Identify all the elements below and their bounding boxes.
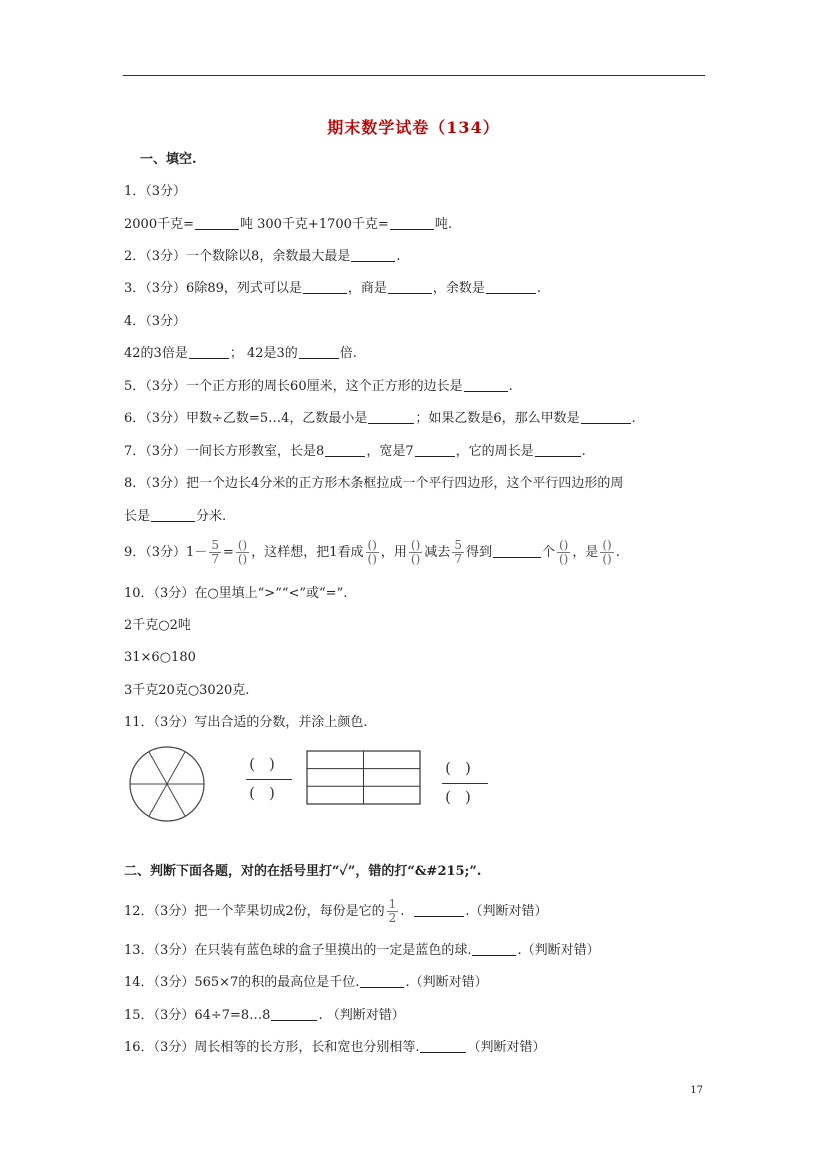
fraction-bar xyxy=(442,783,488,784)
section-heading-fill-blank: 一、填空. xyxy=(140,152,197,167)
answer-blank[interactable] xyxy=(486,279,536,294)
fraction-blank[interactable]: $\frac{()}{()}$ xyxy=(558,538,569,566)
page-title: 期末数学试卷（134） xyxy=(327,118,500,137)
question-1-label: 1．（3分） xyxy=(124,184,187,199)
answer-blank[interactable] xyxy=(299,344,339,359)
fraction-denominator-blank[interactable]: () xyxy=(445,788,485,806)
page-number: 17 xyxy=(690,1085,703,1096)
answer-blank[interactable] xyxy=(581,409,631,424)
fraction-blank[interactable]: $\frac{()}{()}$ xyxy=(602,538,612,566)
question-2: 2．（3分）一个数除以8，余数最大最是 . xyxy=(124,249,401,264)
question-10-label: 10．（3分）在○里填上“>”“<”或“=”. xyxy=(124,586,348,601)
answer-blank[interactable] xyxy=(325,442,365,457)
fraction-numerator-blank[interactable]: () xyxy=(249,755,289,773)
answer-blank[interactable] xyxy=(420,1038,466,1053)
fraction-blank[interactable]: $\frac{()}{()}$ xyxy=(367,538,377,566)
question-7: 7．（3分）一间长方形教室，长是8 ，宽是7 ，它的周长是 . xyxy=(124,444,586,459)
question-13: 13．（3分）在只装有蓝色球的盒子里摸出的一定是蓝色的球. .（判断对错） xyxy=(124,943,600,958)
question-4-body: 42的3倍是 ； 42是3的 倍. xyxy=(124,346,357,361)
question-9: 9．（3分）1－ $\frac{5}{7}$ = $\frac{()}{()}$ ，这样想，把1看成 $\frac{()}{()}$ ，用 $\frac{()}{()}$ 减去 $\frac{5}{7}$ 得到 个 $\frac{()}{()}$ ，是 $\frac{()}{()}$ . xyxy=(124,538,620,566)
answer-blank[interactable] xyxy=(351,247,395,262)
answer-blank[interactable] xyxy=(535,442,581,457)
question-14: 14．（3分）565×7的积的最高位是千位. .（判断对错） xyxy=(124,975,488,990)
fraction-1-2: $\frac{1}{2}$ xyxy=(388,897,397,925)
answer-blank[interactable] xyxy=(195,215,239,230)
answer-blank[interactable] xyxy=(189,344,229,359)
question-4-label: 4．（3分） xyxy=(124,314,187,329)
question-10-item-1: 2千克○2吨 xyxy=(124,618,191,633)
answer-blank[interactable] xyxy=(493,543,541,558)
fraction-numerator-blank[interactable]: () xyxy=(445,759,485,777)
answer-blank[interactable] xyxy=(388,279,432,294)
question-10-item-3: 3千克20克○3020克. xyxy=(124,683,250,698)
answer-blank[interactable] xyxy=(271,1006,317,1021)
question-1-body: 2000千克= 吨 300千克+1700千克= 吨. xyxy=(124,217,452,232)
fraction-denominator-blank[interactable]: () xyxy=(249,784,289,802)
answer-blank[interactable] xyxy=(368,409,414,424)
answer-blank[interactable] xyxy=(415,442,455,457)
question-16: 16．（3分）周长相等的长方形，长和宽也分别相等. （判断对错） xyxy=(124,1040,546,1055)
fraction-blank[interactable]: $\frac{()}{()}$ xyxy=(237,538,248,566)
question-6: 6．（3分）甲数÷乙数=5…4，乙数最小是 ；如果乙数是6，那么甲数是 . xyxy=(124,411,636,426)
fraction-bar xyxy=(246,779,292,780)
circle-six-parts-figure[interactable] xyxy=(127,744,207,824)
answer-blank[interactable] xyxy=(151,507,195,522)
fraction-5-7: $\frac{5}{7}$ xyxy=(454,538,462,566)
question-8-line-2: 长是 分米. xyxy=(124,509,227,524)
answer-blank[interactable] xyxy=(390,215,434,230)
question-15: 15．（3分）64÷7=8…8 . （判断对错） xyxy=(124,1008,405,1023)
fraction-blank[interactable]: $\frac{()}{()}$ xyxy=(410,538,421,566)
section-heading-true-false: 二、判断下面各题，对的在括号里打“✓”，错的打“&#215;”. xyxy=(124,864,482,879)
rectangle-six-parts-figure[interactable] xyxy=(306,750,422,806)
question-5: 5．（3分）一个正方形的周长60厘米，这个正方形的边长是 . xyxy=(124,379,513,394)
header-rule xyxy=(123,75,705,76)
answer-blank[interactable] xyxy=(472,941,516,956)
answer-blank[interactable] xyxy=(414,902,464,917)
answer-blank[interactable] xyxy=(303,279,347,294)
question-10-item-2: 31×6○180 xyxy=(124,650,196,665)
question-3: 3．（3分）6除89，列式可以是 ，商是 ，余数是 . xyxy=(124,281,542,296)
question-11-label: 11．（3分）写出合适的分数，并涂上颜色. xyxy=(124,715,368,730)
answer-blank[interactable] xyxy=(464,377,508,392)
answer-blank[interactable] xyxy=(360,973,404,988)
question-8-line-1: 8．（3分）把一个边长4分米的正方形木条框拉成一个平行四边形，这个平行四边形的周 xyxy=(124,476,624,491)
question-12: 12．（3分）把一个苹果切成2份，每份是它的 $\frac{1}{2}$ . .（判断对错） xyxy=(124,897,548,925)
fraction-5-7: $\frac{5}{7}$ xyxy=(211,538,219,566)
